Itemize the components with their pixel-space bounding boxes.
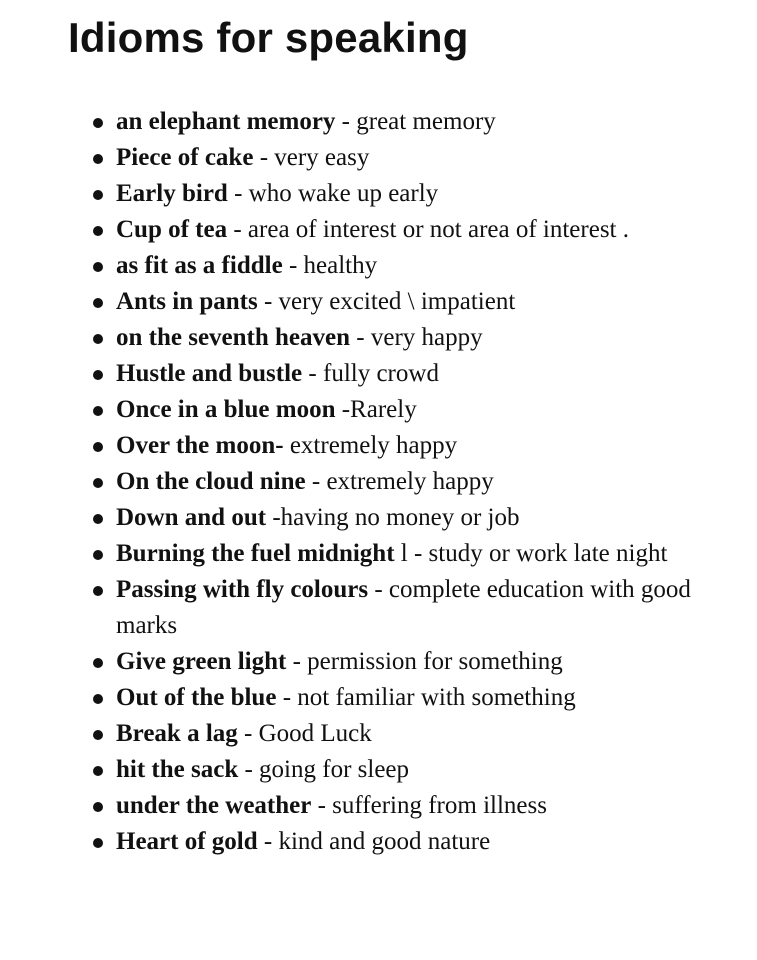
idiom-term: Cup of tea xyxy=(116,216,228,243)
idiom-meaning: - extremely happy xyxy=(305,468,494,495)
idiom-term: On the cloud nine xyxy=(116,468,306,495)
list-item xyxy=(90,788,730,824)
bullet-icon xyxy=(93,442,103,452)
bullet-icon xyxy=(93,694,103,704)
bullet-icon xyxy=(93,226,103,236)
idiom-meaning: - fully crowd xyxy=(302,360,439,387)
bullet-icon xyxy=(93,478,103,488)
idiom-term: Heart of gold xyxy=(116,828,258,855)
idiom-meaning: - kind and good nature xyxy=(257,828,491,855)
idiom-meaning: - suffering from illness xyxy=(311,792,547,819)
bullet-icon xyxy=(93,766,103,776)
list-item xyxy=(90,140,730,176)
idiom-term: Down and out xyxy=(116,504,267,531)
idiom-meaning: - very excited \ impatient xyxy=(257,288,516,315)
idiom-term: as fit as a fiddle xyxy=(116,252,283,279)
idiom-meaning: - very easy xyxy=(253,144,370,171)
bullet-icon xyxy=(93,298,103,308)
idiom-meaning: - area of interest or not area of interest . xyxy=(227,216,630,243)
idiom-term: an elephant memory xyxy=(116,108,336,135)
idiom-term: Over the moon- xyxy=(116,432,284,459)
bullet-icon xyxy=(93,550,103,560)
list-item xyxy=(90,212,730,248)
page-title: Idioms for speaking xyxy=(68,14,469,61)
idiom-meaning: - not familiar with something xyxy=(276,684,576,711)
idiom-meaning: - healthy xyxy=(282,252,378,279)
bullet-icon xyxy=(93,370,103,380)
bullet-icon xyxy=(93,514,103,524)
idiom-meaning: - very happy xyxy=(350,324,483,351)
idiom-meaning: - great memory xyxy=(335,108,496,135)
list-item xyxy=(90,176,730,212)
bullet-icon xyxy=(93,334,103,344)
list-item xyxy=(90,248,730,284)
idiom-term: Ants in pants xyxy=(116,288,258,315)
idiom-meaning: - Good Luck xyxy=(237,720,372,747)
bullet-icon xyxy=(93,658,103,668)
idiom-meaning: - complete education with good marks xyxy=(116,576,691,639)
idiom-meaning: -Rarely xyxy=(335,396,417,423)
idiom-meaning: - going for sleep xyxy=(238,756,410,783)
bullet-icon xyxy=(93,730,103,740)
list-item xyxy=(90,824,730,860)
list-item xyxy=(90,392,730,428)
list-item xyxy=(90,428,730,464)
bullet-icon xyxy=(93,118,103,128)
idiom-term: Once in a blue moon xyxy=(116,396,336,423)
list-item xyxy=(90,752,730,788)
idiom-meaning: - permission for something xyxy=(286,648,563,675)
bullet-icon xyxy=(93,406,103,416)
bullet-icon xyxy=(93,586,103,596)
list-item xyxy=(90,680,730,716)
idiom-term: Give green light xyxy=(116,648,287,675)
list-item xyxy=(90,284,730,320)
list-item xyxy=(90,320,730,356)
list-item xyxy=(90,500,730,536)
bullet-icon xyxy=(93,154,103,164)
list-item xyxy=(90,716,730,752)
idiom-meaning: -having no money or job xyxy=(266,504,520,531)
idiom-meaning: l - study or work late night xyxy=(394,540,668,567)
idiom-term: hit the sack xyxy=(116,756,239,783)
idiom-term: Out of the blue xyxy=(116,684,277,711)
idiom-term: Piece of cake xyxy=(116,144,254,171)
list-item xyxy=(90,104,730,140)
list-item xyxy=(90,356,730,392)
idiom-term: Break a lag xyxy=(116,720,238,747)
list-item xyxy=(90,572,730,644)
bullet-icon xyxy=(93,262,103,272)
idiom-list xyxy=(90,104,730,860)
idiom-term: on the seventh heaven xyxy=(116,324,351,351)
idiom-term: under the weather xyxy=(116,792,312,819)
bullet-icon xyxy=(93,190,103,200)
list-item xyxy=(90,536,730,572)
idiom-term: Burning the fuel midnight xyxy=(116,540,395,567)
bullet-icon xyxy=(93,802,103,812)
idiom-term: Passing with fly colours xyxy=(116,576,369,603)
idiom-meaning: extremely happy xyxy=(283,432,458,459)
idiom-meaning: - who wake up early xyxy=(227,180,439,207)
idiom-term: Hustle and bustle xyxy=(116,360,303,387)
idiom-term: Early bird xyxy=(116,180,228,207)
list-item xyxy=(90,644,730,680)
bullet-icon xyxy=(93,838,103,848)
list-item xyxy=(90,464,730,500)
